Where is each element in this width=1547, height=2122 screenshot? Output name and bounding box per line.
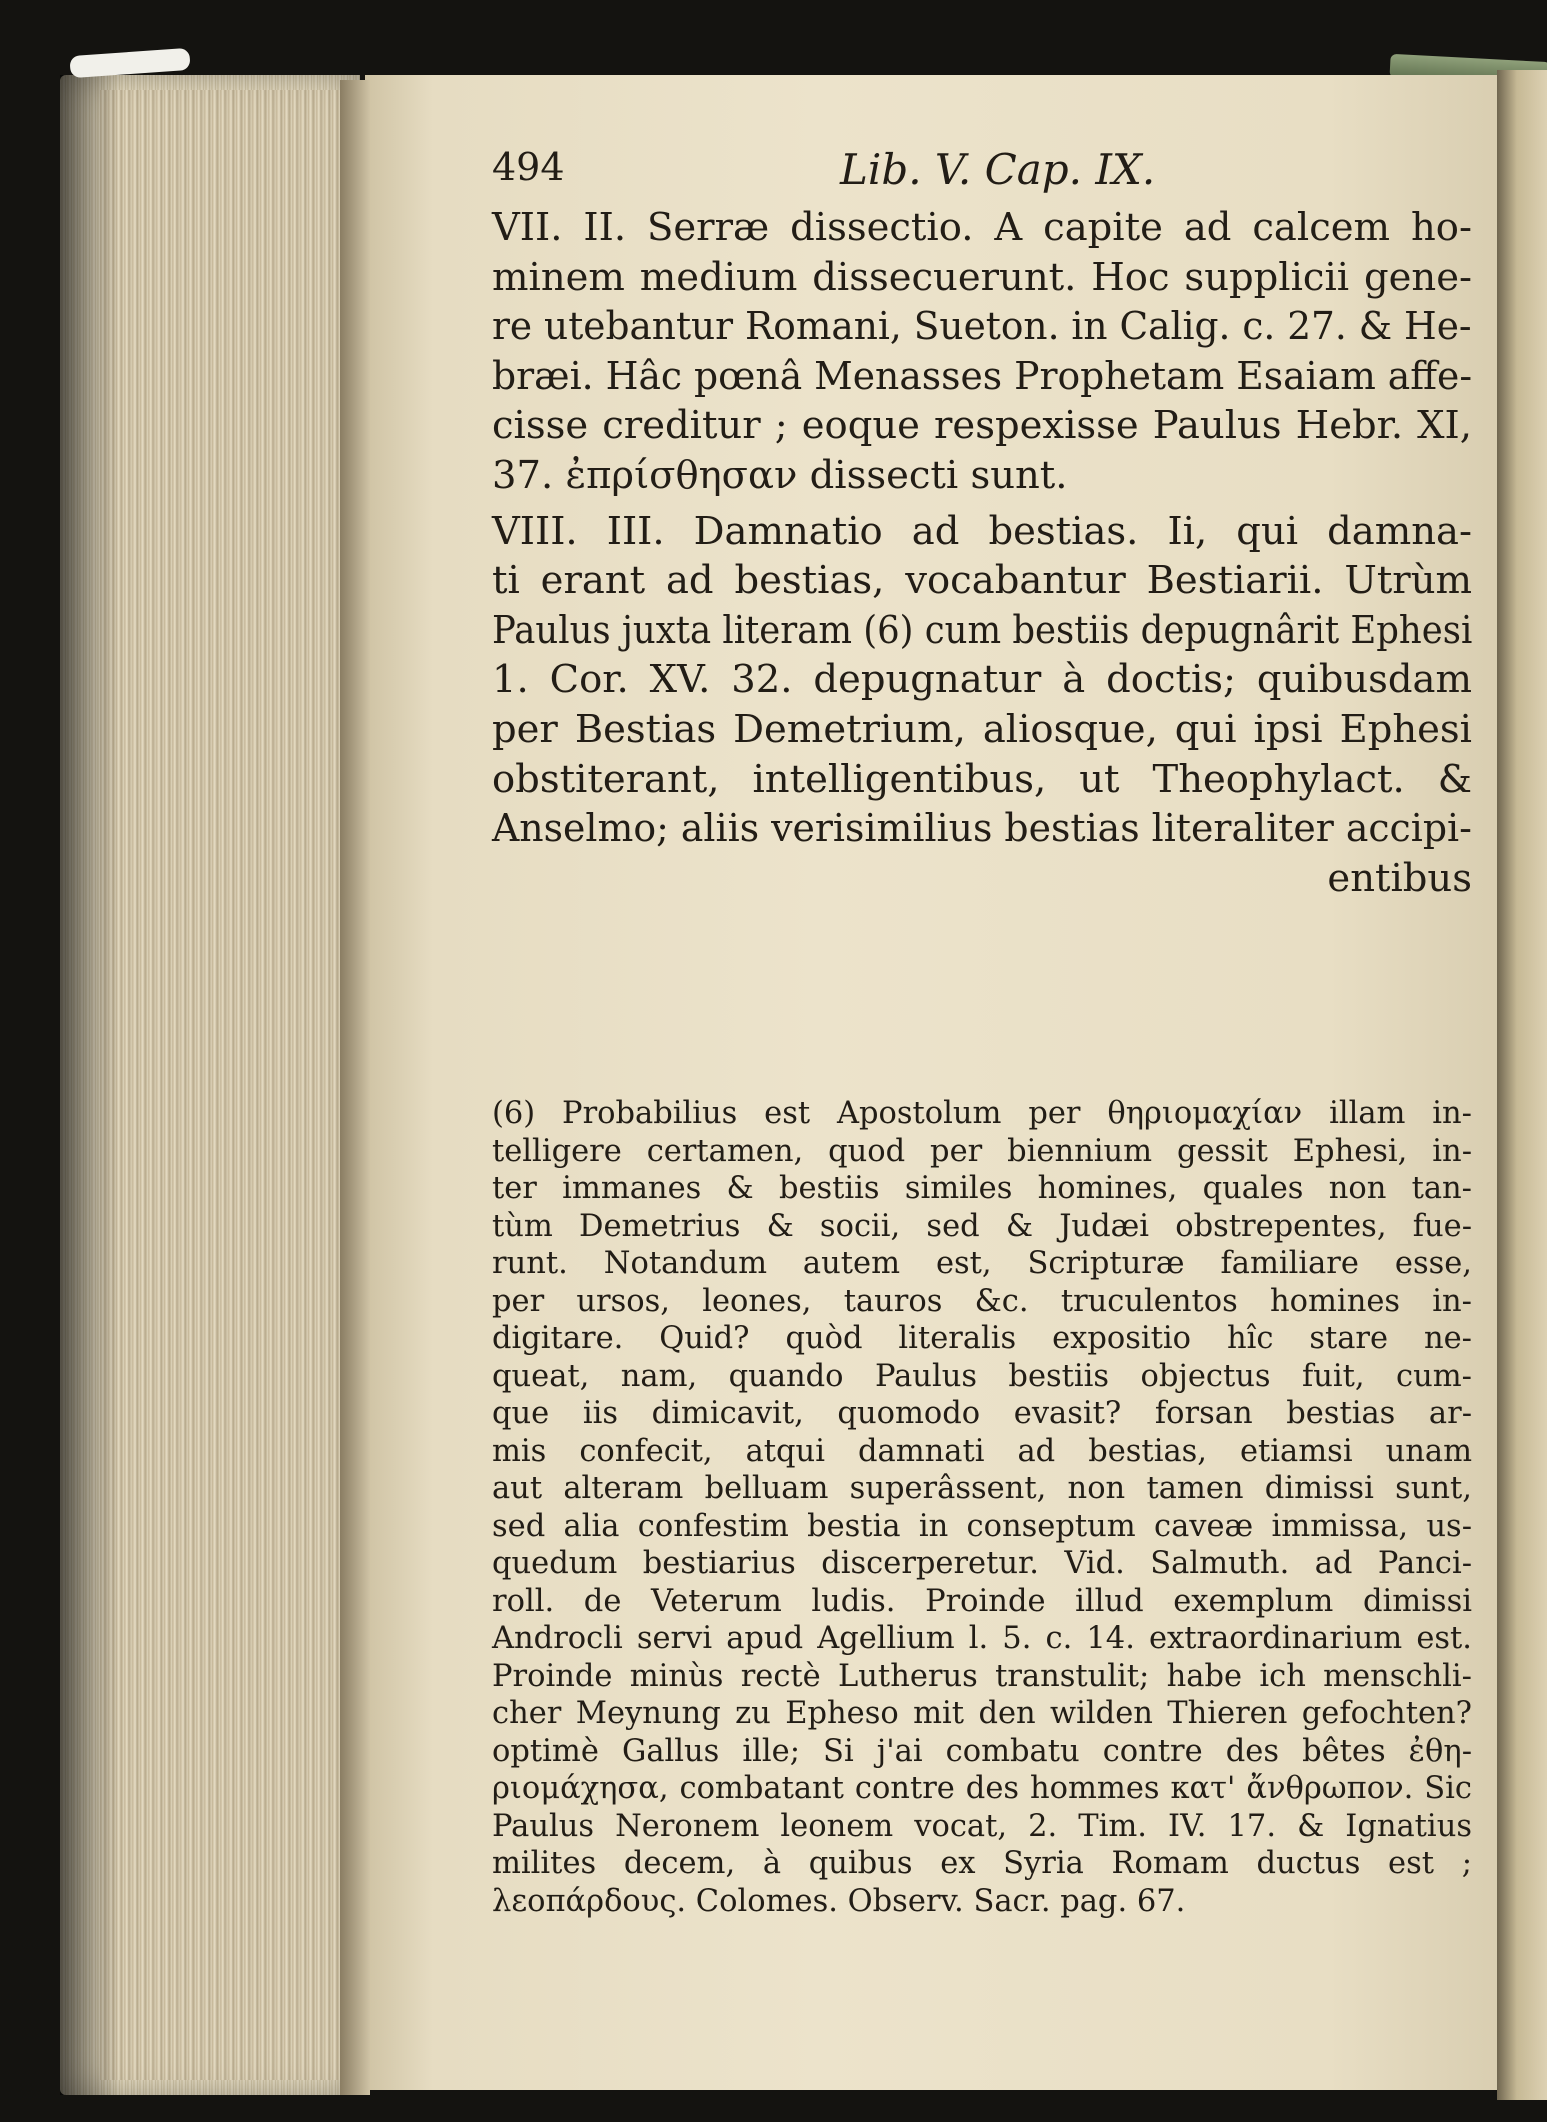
- footnote-line: ter immanes & bestiis similes homines, quales non tan-: [492, 1171, 1472, 1206]
- footnote-line: Androcli servi apud Agellium l. 5. c. 14. extraordinarium est.: [492, 1621, 1472, 1656]
- page-clip: [69, 48, 190, 78]
- footnote-paragraph: [492, 1095, 1472, 1920]
- footnote-line: mis confecit, atqui damnati ad bestias, etiamsi unam: [492, 1433, 1472, 1469]
- running-head: [492, 145, 1472, 205]
- footnote-line: runt. Notandum autem est, Scripturæ familiare esse,: [492, 1246, 1472, 1281]
- text-line: bræi. Hâc pœnâ Menasses Prophetam Esaiam affe-: [492, 353, 1473, 399]
- footnote-line: aut alteram belluam superâssent, non tamen dimissi sunt,: [492, 1471, 1472, 1506]
- text-line: 37. ἐπρίσθησαν dissecti sunt.: [492, 452, 1068, 498]
- text-line: VII. II. Serræ dissectio. A capite ad calcem ho-: [492, 205, 1472, 250]
- footnote-line: que iis dimicavit, quomodo evasit? forsan bestias ar-: [492, 1396, 1472, 1431]
- footnote-line: digitare. Quid? quòd literalis expositio hîc stare ne-: [492, 1321, 1472, 1356]
- footnote-line: Proinde minùs rectè Lutherus transtulit; habe ich menschli-: [492, 1658, 1472, 1694]
- page-edges-shadow: [60, 75, 120, 2095]
- gutter: [340, 80, 370, 2095]
- text-line: 1. Cor. XV. 32. depugnatur à doctis; quibusdam: [492, 657, 1472, 703]
- text-line: minem medium dissecuerunt. Hoc supplicii gene-: [492, 254, 1472, 300]
- footnote-line: tùm Demetrius & socii, sed & Judæi obstrepentes, fue-: [492, 1208, 1472, 1244]
- text-line: obstiterant, intelligentibus, ut Theophylact. &: [492, 756, 1472, 802]
- footnote-line: milites decem, à quibus ex Syria Romam ductus est ;: [492, 1846, 1472, 1881]
- footnote-line: quedum bestiarius discerperetur. Vid. Salmuth. ad Panci-: [492, 1546, 1472, 1581]
- text-line: cisse creditur ; eoque respexisse Paulus Hebr. XI,: [492, 403, 1472, 449]
- footnote-line: λεοπάρδους. Colomes. Observ. Sacr. pag. 67.: [492, 1883, 1186, 1919]
- text-line: ti erant ad bestias, vocabantur Bestiarii. Utrùm: [492, 558, 1472, 604]
- footnote-line: Paulus Neronem leonem vocat, 2. Tim. IV. 17. & Ignatius: [492, 1808, 1472, 1844]
- text-line: re utebantur Romani, Sueton. in Calig. c. 27. & He-: [492, 304, 1472, 350]
- catchword: entibus: [1327, 855, 1472, 901]
- footnote-line: roll. de Veterum ludis. Proinde illud exemplum dimissi: [492, 1583, 1472, 1619]
- chapter-title: Lib. V. Cap. IX.: [840, 145, 1156, 194]
- main-text: [492, 203, 1472, 903]
- footnote-line: sed alia confestim bestia in conseptum caveæ immissa, us-: [492, 1508, 1472, 1544]
- text-line: Paulus juxta literam (6) cum bestiis depugnârit Ephesi: [492, 607, 1473, 653]
- footnote-line: per ursos, leones, tauros &c. truculentos homines in-: [492, 1283, 1472, 1319]
- footnote-line: telligere certamen, quod per biennium gessit Ephesi, in-: [492, 1133, 1472, 1169]
- footnote: [492, 1095, 1472, 1920]
- text-line: VIII. III. Damnatio ad bestias. Ii, qui damna-: [492, 508, 1472, 554]
- text-line: per Bestias Demetrium, aliosque, qui ipsi Ephesi: [492, 706, 1472, 752]
- page-edges: [100, 90, 350, 2080]
- page-number: 494: [492, 145, 565, 189]
- footnote-line: cher Meynung zu Epheso mit den wilden Thieren gefochten?: [492, 1696, 1472, 1731]
- footnote-line: optimè Gallus ille; Si j'ai combatu contre des bêtes ἐθη-: [492, 1733, 1472, 1769]
- facing-page-edge: [1497, 70, 1547, 2100]
- text-line: Anselmo; aliis verisimilius bestias literaliter accipi-: [492, 806, 1472, 852]
- paragraph-damnatio: [492, 507, 1472, 904]
- footnote-line: (6) Probabilius est Apostolum per θηριομαχίαν illam in-: [492, 1096, 1472, 1131]
- footnote-line: ριομάχησα, combatant contre des hommes κατ' ἄνθρωπον. Sic: [492, 1771, 1472, 1806]
- paragraph-serrae: [492, 203, 1472, 501]
- footnote-line: queat, nam, quando Paulus bestiis objectus fuit, cum-: [492, 1358, 1472, 1394]
